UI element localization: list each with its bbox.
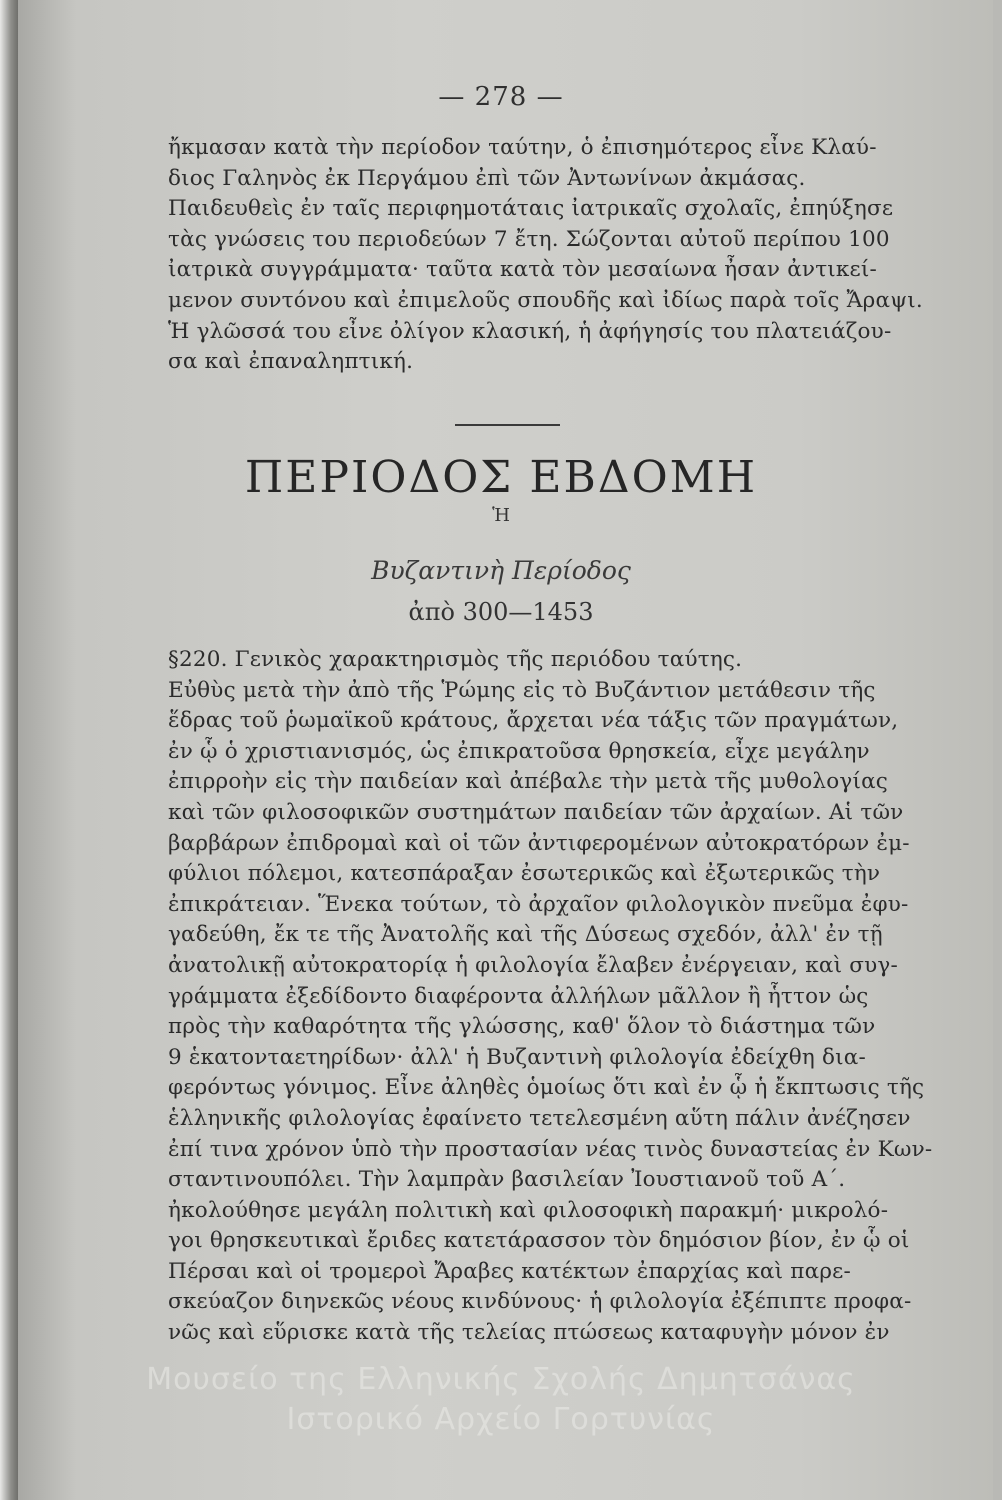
text-line: γράμματα ἐξεδίδοντο διαφέροντα ἀλλήλων μᾶλλον ἢ ἧττον ὡς bbox=[168, 983, 869, 1009]
text-line: 9 ἑκατονταετηρίδων· ἀλλ' ἡ Βυζαντινὴ φιλολογία ἐδείχθη δια- bbox=[168, 1044, 866, 1070]
text-line: σκεύαζον διηνεκῶς νέους κινδύνους· ἡ φιλολογία ἐξέπιπτε προφα- bbox=[168, 1289, 912, 1315]
main-paragraph bbox=[168, 645, 934, 1349]
text-line: σταντινουπόλει. Τὴν λαμπρὰν βασιλείαν Ἰουστιανοῦ τοῦ Α΄. bbox=[168, 1167, 846, 1193]
text-line: Ἡ γλῶσσά του εἶνε ὀλίγον κλασική, ἡ ἀφήγησίς του πλατειάζου- bbox=[168, 318, 892, 344]
text-line: ἕδρας τοῦ ῥωμαϊκοῦ κράτους, ἄρχεται νέα τάξις τῶν πραγμάτων, bbox=[168, 708, 899, 734]
text-line: καὶ τῶν φιλοσοφικῶν συστημάτων παιδείαν τῶν ἀρχαίων. Αἱ τῶν bbox=[168, 799, 904, 825]
text-line: ἑλληνικῆς φιλολογίας ἐφαίνετο τετελεσμένη αὕτη πάλιν ἀνέζησεν bbox=[168, 1105, 911, 1131]
text-line: φερόντως γόνιμος. Εἶνε ἀληθὲς ὁμοίως ὅτι καὶ ἐν ᾧ ἡ ἔκπτωσις τῆς bbox=[168, 1075, 925, 1101]
text-line: Εὐθὺς μετὰ τὴν ἀπὸ τῆς Ῥώμης εἰς τὸ Βυζάντιον μετάθεσιν τῆς bbox=[168, 677, 876, 703]
text-line: ἐπιρροὴν εἰς τὴν παιδείαν καὶ ἀπέβαλε τὴν μετὰ τῆς μυθολογίας bbox=[168, 769, 889, 795]
page-number: — 278 — bbox=[438, 82, 564, 112]
text-line: ἤκμασαν κατὰ τὴν περίοδον ταύτην, ὁ ἐπισημότερος εἶνε Κλαύ- bbox=[168, 135, 877, 160]
text-line: πρὸς τὴν καθαρότητα τῆς γλώσσης, καθ' ὅλον τὸ διάστημα τῶν bbox=[168, 1014, 876, 1040]
text-line: ἠκολούθησε μεγάλη πολιτικὴ καὶ φιλοσοφικὴ παρακμή· μικρολό- bbox=[168, 1197, 889, 1223]
text-line: φύλιοι πόλεμοι, κατεσπάραξαν ἐσωτερικῶς καὶ ἐξωτερικῶς τὴν bbox=[168, 861, 881, 887]
paragraph-heading: §220. Γενικὸς χαρακτηρισμὸς τῆς περιόδου ταύτης. bbox=[168, 647, 743, 672]
text-line: Παιδευθεὶς ἐν ταῖς περιφημοτάταις ἰατρικαῖς σχολαῖς, ἐπηύξησε bbox=[168, 196, 894, 222]
text-line: νῶς καὶ εὕρισκε κατὰ τῆς τελείας πτώσεως καταφυγὴν μόνον ἐν bbox=[168, 1320, 890, 1346]
text-line: ἐπί τινα χρόνον ὑπὸ τὴν προστασίαν νέας τινὸς δυναστείας ἐν Κων- bbox=[168, 1136, 933, 1162]
text-line: ἐν ᾧ ὁ χριστιανισμός, ὡς ἐπικρατοῦσα θρησκεία, εἶχε μεγάλην bbox=[168, 738, 870, 764]
text-line: Πέρσαι καὶ οἱ τρομεροὶ Ἄραβες κατέκτων ἐπαρχίας καὶ παρε- bbox=[168, 1258, 851, 1284]
text-line: βαρβάρων ἐπιδρομαὶ καὶ οἱ τῶν ἀντιφερομένων αὐτοκρατόρων ἐμ- bbox=[168, 830, 910, 856]
book-spine-shadow bbox=[0, 0, 18, 1500]
section-subtitle: Βυζαντινὴ Περίοδος bbox=[371, 556, 631, 585]
text-line: μενον συντόνου καὶ ἐπιμελοῦς σπουδῆς καὶ ἰδίως παρὰ τοῖς Ἄραψι. bbox=[168, 287, 923, 313]
watermark-line: Ιστορικό Αρχείο Γορτυνίας bbox=[286, 1402, 716, 1437]
intro-paragraph bbox=[168, 133, 934, 378]
text-line: ἀνατολικῇ αὐτοκρατορίᾳ ἡ φιλολογία ἔλαβεν ἐνέργειαν, καὶ συγ- bbox=[168, 952, 898, 978]
text-line: γοι θρησκευτικαὶ ἔριδες κατετάρασσον τὸν δημόσιον βίον, ἐν ᾧ οἱ bbox=[168, 1228, 910, 1254]
text-line: γαδεύθη, ἔκ τε τῆς Ἀνατολῆς καὶ τῆς Δύσεως σχεδόν, ἀλλ' ἐν τῇ bbox=[168, 922, 883, 948]
text-line: ἐπικράτειαν. Ἕνεκα τούτων, τὸ ἀρχαῖον φιλολογικὸν πνεῦμα ἐφυ- bbox=[168, 891, 909, 917]
text-line: τὰς γνώσεις του περιοδεύων 7 ἔτη. Σώζονται αὐτοῦ περίπου 100 bbox=[168, 226, 890, 252]
section-divider bbox=[455, 424, 560, 426]
section-dates: ἀπὸ 300—1453 bbox=[408, 598, 594, 626]
section-heading: ΠΕΡΙΟΔΟΣ ΕΒΔΟΜΗ bbox=[244, 452, 758, 503]
watermark-line: Μουσείο της Ελληνικής Σχολής Δημητσάνας bbox=[146, 1362, 856, 1397]
text-line: διος Γαληνὸς ἐκ Περγάμου ἐπὶ τῶν Ἀντωνίνων ἀκμάσας. bbox=[168, 165, 806, 191]
text-line: ἰατρικὰ συγγράμματα· ταῦτα κατὰ τὸν μεσαίωνα ἦσαν ἀντικεί- bbox=[168, 257, 877, 283]
text-line: σα καὶ ἐπαναληπτική. bbox=[168, 349, 414, 375]
section-heading-article: Ἡ bbox=[492, 505, 510, 526]
